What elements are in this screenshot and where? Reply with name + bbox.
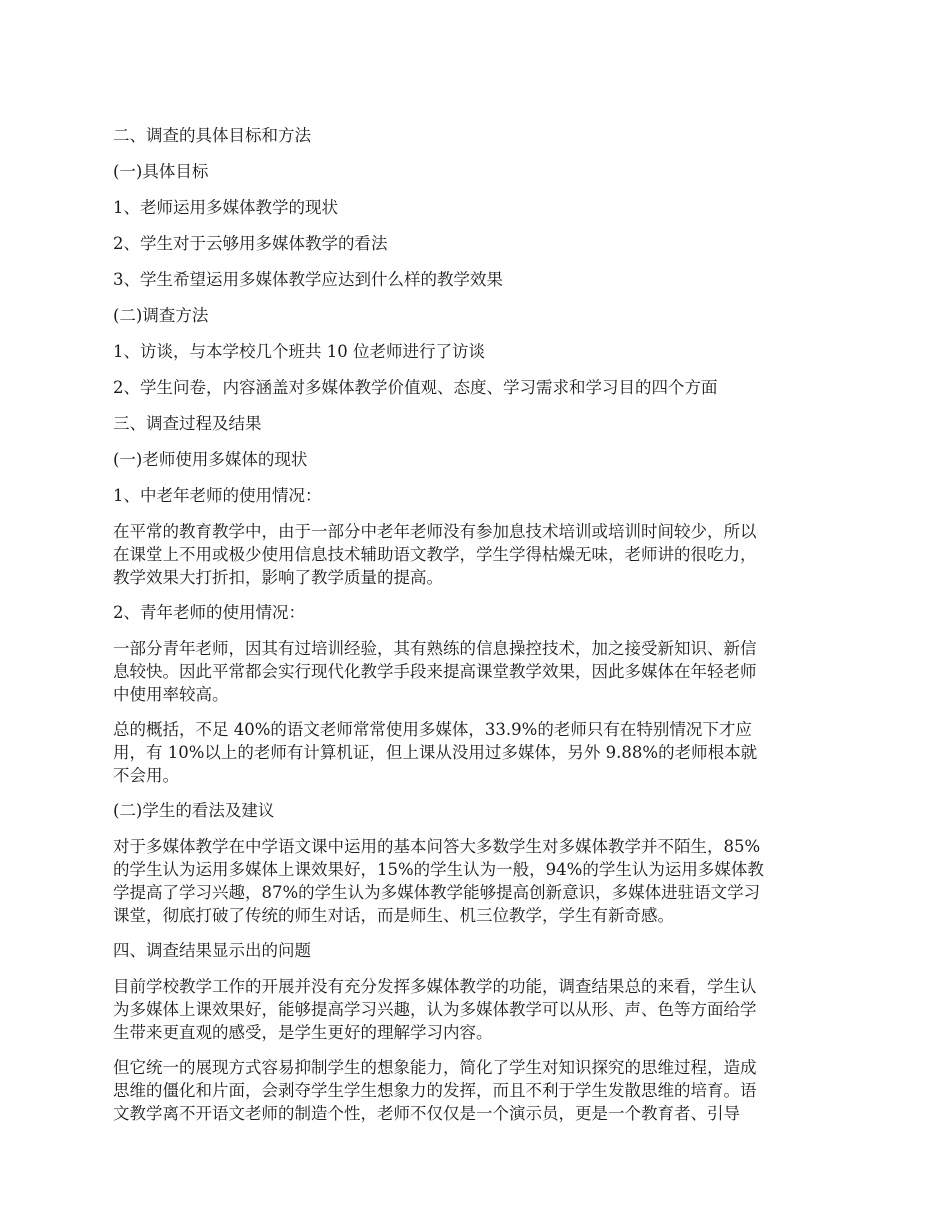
- paragraph-problems-1: [113, 975, 840, 1044]
- document-page: [113, 124, 840, 1137]
- heading-young-teachers: 2、青年老师的使用情况：: [113, 603, 305, 622]
- paragraph-line: 为多媒体上课效果好，能够提高学习兴趣，认为多媒体教学可以从形、声、色等方面给学: [113, 1000, 757, 1019]
- paragraph-line: 在课堂上不用或极少使用信息技术辅助语文教学，学生学得枯燥无味，老师讲的很吃力，: [113, 545, 757, 564]
- method-item-2: 2、学生问卷，内容涵盖对多媒体教学价值观、态度、学习需求和学习目的四个方面: [113, 378, 718, 397]
- goal-item-3: 3、学生希望运用多媒体教学应达到什么样的教学效果: [113, 270, 503, 289]
- paragraph-line: 文教学离不开语文老师的制造个性，老师不仅仅是一个演示员，更是一个教育者、引导: [113, 1104, 740, 1123]
- paragraph-line: 课堂，彻底打破了传统的师生对话，而是师生、机三位教学，学生有新奇感。: [113, 906, 674, 925]
- paragraph-line: 总的概括，不足 40%的语文老师常常使用多媒体，33.9%的老师只有在特别情况下才应: [113, 720, 752, 739]
- paragraph-line: 教学效果大打折扣，影响了教学质量的提高。: [113, 568, 443, 587]
- goal-item-1: 1、老师运用多媒体教学的现状: [113, 198, 338, 217]
- section-heading-goals-methods: 二、调查的具体目标和方法: [113, 126, 311, 145]
- paragraph-line: 思维的僵化和片面，会剥夺学生学生想象力的发挥，而且不利于学生发散思维的培育。语: [113, 1081, 757, 1100]
- subheading-specific-goals: (一)具体目标: [113, 162, 209, 181]
- subheading-student-views: (二)学生的看法及建议: [113, 801, 275, 820]
- paragraph-line: 用，有 10%以上的老师有计算机证，但上课从没用过多媒体，另外 9.88%的老师根本就: [113, 743, 758, 762]
- method-item-1: 1、访谈，与本学校几个班共 10 位老师进行了访谈: [113, 342, 485, 361]
- paragraph-line: 对于多媒体教学在中学语文课中运用的基本问答大多数学生对多媒体教学并不陌生，85%: [113, 837, 761, 856]
- paragraph-young-teachers: [113, 637, 840, 706]
- paragraph-problems-2: [113, 1056, 840, 1125]
- subheading-teacher-usage: (一)老师使用多媒体的现状: [113, 450, 308, 469]
- paragraph-line: 在平常的教育教学中，由于一部分中老年老师没有参加息技术培训或培训时间较少，所以: [113, 522, 757, 541]
- paragraph-line: 学提高了学习兴趣，87%的学生认为多媒体教学能够提高创新意识，多媒体进驻语文学习: [113, 883, 761, 902]
- paragraph-line: 息较快。因此平常都会实行现代化教学手段来提高课堂教学效果，因此多媒体在年轻老师: [113, 662, 757, 681]
- paragraph-line: 一部分青年老师，因其有过培训经验，其有熟练的信息操控技术，加之接受新知识、新信: [113, 639, 757, 658]
- paragraph-line: 中使用率较高。: [113, 685, 229, 704]
- paragraph-line: 的学生认为运用多媒体上课效果好，15%的学生认为一般，94%的学生认为运用多媒体教: [113, 860, 764, 879]
- paragraph-summary: [113, 718, 840, 787]
- section-heading-process-results: 三、调查过程及结果: [113, 414, 262, 433]
- paragraph-line: 生带来更直观的感受，是学生更好的理解学习内容。: [113, 1023, 493, 1042]
- section-heading-problems: 四、调查结果显示出的问题: [113, 941, 311, 960]
- subheading-methods: (二)调查方法: [113, 306, 209, 325]
- paragraph-line: 目前学校教学工作的开展并没有充分发挥多媒体教学的功能，调查结果总的来看，学生认: [113, 977, 757, 996]
- paragraph-line: 不会用。: [113, 766, 179, 785]
- paragraph-student-views: [113, 835, 840, 927]
- paragraph-senior-teachers: [113, 520, 840, 589]
- paragraph-line: 但它统一的展现方式容易抑制学生的想象能力，简化了学生对知识探究的思维过程，造成: [113, 1058, 757, 1077]
- goal-item-2: 2、学生对于云够用多媒体教学的看法: [113, 234, 388, 253]
- heading-senior-teachers: 1、中老年老师的使用情况：: [113, 486, 322, 505]
